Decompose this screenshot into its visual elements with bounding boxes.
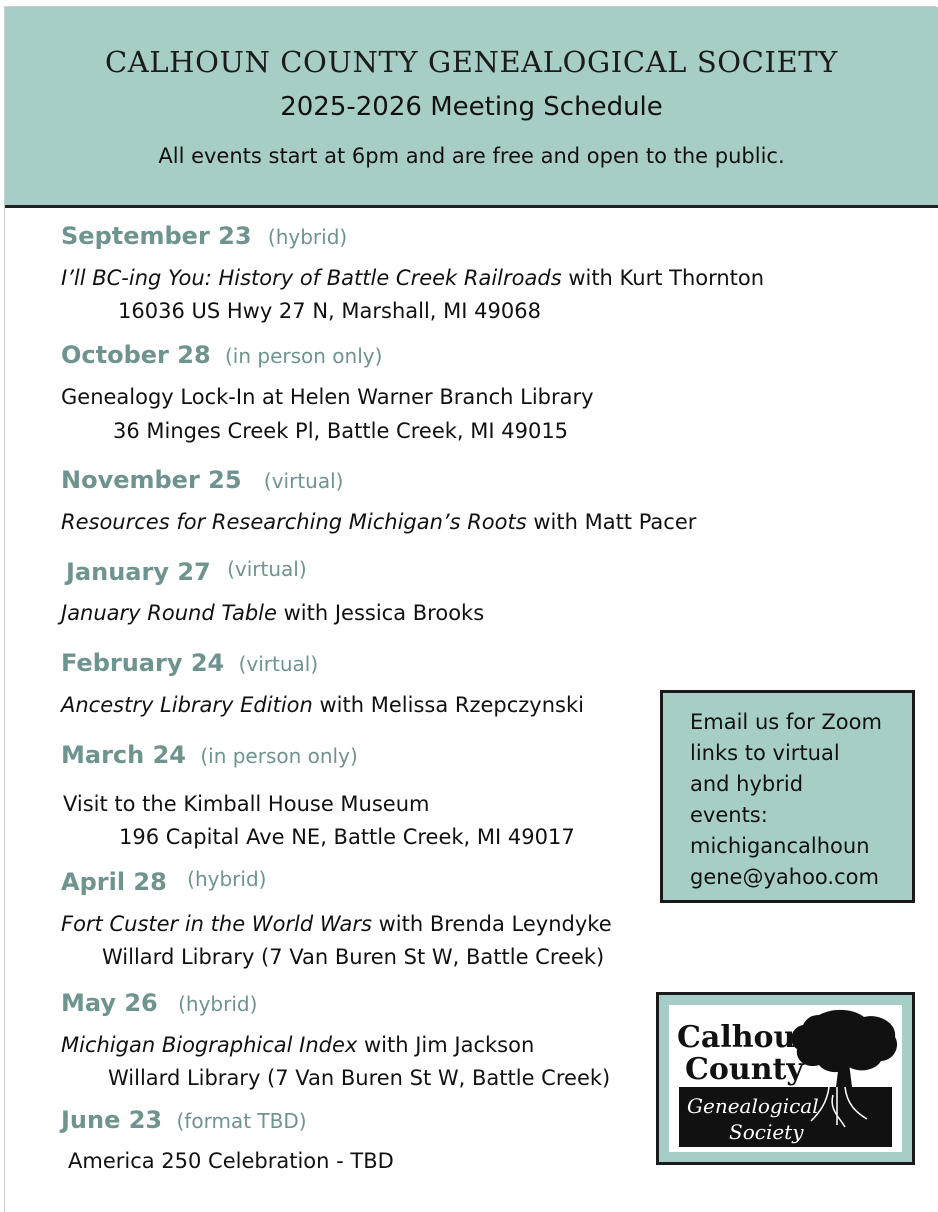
zoom-info-line: links to virtual	[690, 741, 840, 765]
event-description	[61, 912, 612, 936]
event-title: Ancestry Library Edition	[61, 693, 313, 717]
event-format: (virtual)	[263, 469, 344, 493]
event-description	[61, 385, 594, 409]
event-date-text: November 25	[61, 466, 242, 494]
event-date	[61, 649, 318, 677]
event-presenter: with Jessica Brooks	[276, 601, 485, 625]
event-description	[68, 1149, 394, 1173]
event-presenter: with Kurt Thornton	[561, 266, 765, 290]
event-location: Willard Library (7 Van Buren St W, Battle Creek)	[102, 945, 605, 969]
event-presenter: Visit to the Kimball House Museum	[63, 792, 430, 816]
society-title: CALHOUN COUNTY GENEALOGICAL SOCIETY	[104, 45, 838, 79]
event-date-text: January 27	[66, 558, 211, 586]
event-presenter: with Jim Jackson	[357, 1033, 535, 1057]
event-date-text: May 26	[61, 989, 158, 1017]
event-location: 36 Minges Creek Pl, Battle Creek, MI 49015	[113, 419, 569, 443]
event-date	[61, 741, 358, 769]
event-date	[61, 1106, 307, 1134]
society-logo	[656, 992, 915, 1165]
schedule-note: All events start at 6pm and are free and open to the public.	[158, 144, 785, 168]
event-date	[61, 868, 266, 896]
logo-text-line2: County	[685, 1052, 804, 1087]
event-description	[61, 510, 696, 534]
event-location: 16036 US Hwy 27 N, Marshall, MI 49068	[118, 299, 541, 323]
zoom-email-part1[interactable]: michigancalhoun	[690, 834, 870, 858]
zoom-info-line: and hybrid	[690, 772, 804, 796]
logo-inner	[669, 1005, 902, 1152]
event-description	[61, 693, 584, 717]
event-date-text: March 24	[61, 741, 186, 769]
event-format: (hybrid)	[267, 225, 348, 249]
event-date-text: October 28	[61, 341, 211, 369]
zoom-email-part2[interactable]: gene@yahoo.com	[690, 865, 879, 889]
event-location: Willard Library (7 Van Buren St W, Battle Creek)	[108, 1066, 611, 1090]
event-format: (format TBD)	[176, 1109, 307, 1133]
event-description	[63, 792, 429, 816]
event-date	[61, 341, 382, 369]
event-title: January Round Table	[61, 601, 277, 625]
event-description	[61, 1033, 534, 1057]
zoom-info-line: Email us for Zoom	[690, 710, 882, 734]
event-presenter: with Matt Pacer	[526, 510, 697, 534]
event-format: (in person only)	[225, 344, 383, 368]
header-banner	[5, 7, 938, 208]
event-title: Michigan Biographical Index	[61, 1033, 358, 1057]
event-date-text: September 23	[61, 222, 252, 250]
event-title: Resources for Researching Michigan’s Roots	[61, 510, 527, 534]
event-title: I’ll BC-ing You: History of Battle Creek Railroads	[61, 266, 562, 290]
logo-text-line4: Society	[729, 1120, 804, 1144]
event-presenter: America 250 Celebration - TBD	[68, 1149, 394, 1173]
event-format: (hybrid)	[187, 867, 267, 891]
event-description	[61, 601, 484, 625]
event-presenter: with Brenda Leyndyke	[371, 912, 612, 936]
schedule-subtitle: 2025-2026 Meeting Schedule	[280, 92, 663, 122]
event-description	[61, 266, 764, 290]
event-date	[61, 222, 347, 250]
zoom-info-box	[660, 690, 915, 903]
event-presenter: with Melissa Rzepczynski	[312, 693, 584, 717]
event-location: 196 Capital Ave NE, Battle Creek, MI 49017	[119, 825, 575, 849]
event-format: (hybrid)	[178, 992, 258, 1016]
event-date	[61, 466, 343, 494]
event-format: (virtual)	[238, 652, 319, 676]
event-presenter: Genealogy Lock-In at Helen Warner Branch Library	[61, 385, 594, 409]
event-format: (in person only)	[200, 744, 358, 768]
event-date	[66, 558, 307, 586]
event-date-text: February 24	[61, 649, 225, 677]
logo-text-line3: Genealogical	[687, 1094, 819, 1118]
event-date-text: June 23	[61, 1106, 163, 1134]
event-format: (virtual)	[227, 557, 307, 581]
logo-text-line1: Calhoun	[677, 1020, 818, 1055]
zoom-info-line: events:	[690, 803, 768, 827]
logo-graphic	[669, 1005, 902, 1152]
event-date	[61, 989, 257, 1017]
event-title: Fort Custer in the World Wars	[61, 912, 372, 936]
event-date-text: April 28	[61, 868, 167, 896]
